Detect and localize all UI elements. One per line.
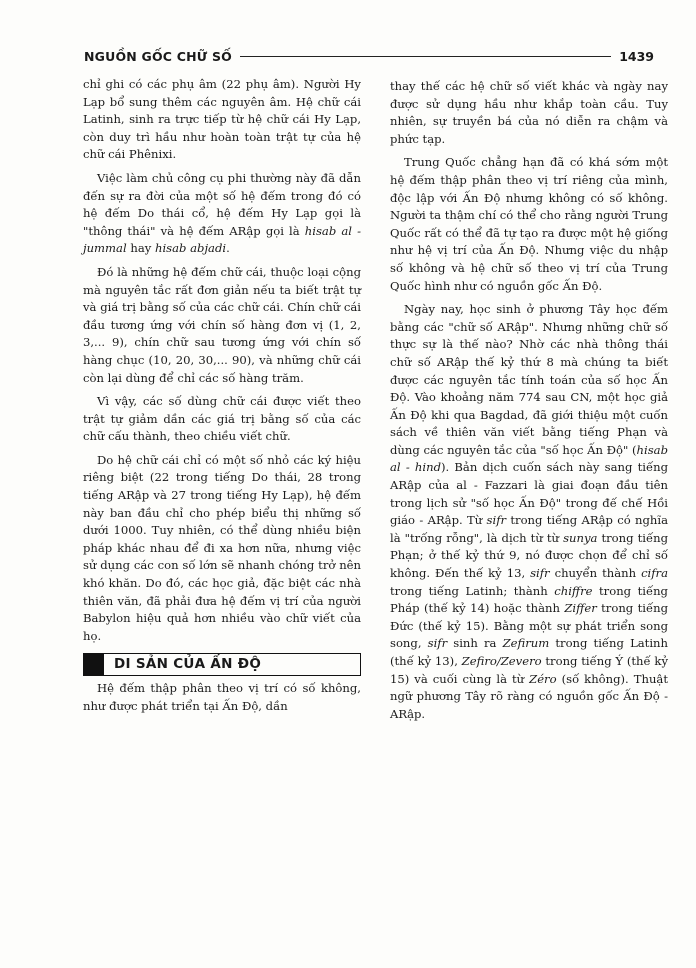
italic-term: sifr — [486, 513, 507, 528]
paragraph: Vì vậy, các số dùng chữ cái được viết theo trật tự giảm dần các giá trị bằng số của các chữ cấu thành, theo chiều viết chữ. — [83, 394, 361, 444]
italic-term: cifra — [641, 566, 669, 581]
text-run: Việc làm chủ công cụ phi thường này đã dẫn đến sự ra đời của một số hệ đếm trong đó có hệ đếm Do thái cổ, hệ đếm Hy Lạp gọi là "thông thái" và hệ đếm ARập gọi là — [83, 170, 361, 238]
italic-term: sifr — [530, 566, 550, 581]
text-run: sinh ra — [447, 636, 503, 651]
section-title-box — [104, 653, 361, 676]
running-header — [84, 45, 654, 67]
header-rule — [240, 56, 611, 57]
paragraph: chỉ ghi có các phụ âm (22 phụ âm). Người Hy Lạp bổ sung thêm các nguyên âm. Hệ chữ cái Latinh, sinh ra trực tiếp từ hệ chữ cái Hy Lạp, còn duy trì hầu như hoàn toàn trật tự của hệ chữ cái Phênixi. — [83, 77, 361, 162]
italic-term: hisab abjadi — [154, 241, 227, 256]
paragraph: Hệ đếm thập phân theo vị trí có số không, như được phát triển tại Ấn Độ, dần — [83, 681, 361, 713]
paragraph: Đó là những hệ đếm chữ cái, thuộc loại cộng mà nguyên tắc rất đơn giản nếu ta biết trật tự và giá trị bằng số của các chữ cái. Chín chữ cái đầu tương ứng với chín số hàng đơn vị (1, 2, 3,... 9), chín chữ sau tương ứng với chín số hàng chục (10, 20, 30,... 90), và những chữ cái còn lại dùng để chỉ các số hàng trăm. — [83, 264, 361, 385]
text-run: trong tiếng Ý (thế kỷ 15) và cuối cùng là từ — [390, 654, 668, 686]
section-heading — [83, 653, 361, 676]
section-marker — [83, 653, 104, 676]
italic-term: hisab al - jummal — [83, 223, 361, 256]
paragraph — [390, 301, 668, 723]
text-run: trong tiếng Pháp (thế kỷ 14) hoặc thành — [390, 583, 668, 616]
text-run: trong tiếng Latinh; thành — [390, 583, 555, 598]
paragraph: Do hệ chữ cái chỉ có một số nhỏ các ký hiệu riêng biệt (22 trong tiếng Do thái, 28 trong tiếng ARập và 27 trong tiếng Hy Lạp), hệ đếm này ban đầu chỉ cho phép biểu thị những số dưới 1000. Tuy nhiên, có thể dùng nhiều biện pháp khác nhau để đi xa hơn nữa, nhưng việc sử dụng các con số lớn sẽ nhanh chóng trở nên khó khăn. Do đó, các học giả, đặc biệt các nhà thiên văn, đã phải đưa hệ đếm vị trí của người Babylon hiệu quả hơn nhiều vào chữ viết của họ. — [83, 452, 361, 643]
paragraph — [83, 170, 361, 258]
italic-term: hisab al - hind — [390, 442, 668, 475]
text-run: trong tiếng Latinh (thế kỷ 13), — [390, 636, 668, 668]
italic-term: Zéro — [529, 671, 557, 686]
italic-term: sifr — [427, 636, 448, 651]
text-run: chuyển thành — [549, 566, 642, 581]
italic-term: sunya — [563, 530, 598, 545]
italic-term: Zefirum — [502, 636, 550, 651]
right-column — [390, 78, 668, 723]
text-run: . — [226, 241, 230, 256]
text-run: (số không). Thuật ngữ phương Tây rõ ràng có nguồn gốc Ấn Độ - ARập. — [390, 671, 668, 721]
italic-term: Ziffer — [564, 601, 597, 616]
text-run: Ngày nay, học sinh ở phương Tây học đếm bằng các "chữ số ARập". Nhưng những chữ số thực sự là thế nào? Nhờ các nhà thông thái chữ số ARập thế kỷ thứ 8 mà chúng ta biết được các nguyên tắc tính toán của số học Ấn Độ. Vào khoảng năm 774 sau CN, một học giả Ấn Độ khi qua Bagdad, đã giới thiệu một cuốn sách về thiên văn viết bằng tiếng Phạn và dùng các nguyên tắc của "số học Ấn Độ" ( — [390, 302, 668, 457]
paragraph: Trung Quốc chẳng hạn đã có khá sớm một hệ đếm thập phân theo vị trí riêng của mình, độc lập với Ấn Độ nhưng không có số không. Người ta thậm chí có thể cho rằng người Trung Quốc rất có thể đã tự tạo ra được một hệ giống như hệ vị trí của Ấn Độ. Nhưng việc du nhập số không và hệ chữ số theo vị trí của Trung Quốc hình như có nguồn gốc Ấn Độ. — [390, 155, 668, 293]
text-run: trong tiếng ARập có nghĩa là "trống rỗng", là dịch từ từ — [390, 513, 668, 545]
text-run: hay — [126, 241, 155, 256]
chapter-title: NGUỒN GỐC CHỮ SỐ — [84, 48, 232, 64]
text-run: ). Bản dịch cuốn sách này sang tiếng ARập của al - Fazzari là giai đoạn đầu tiên trong lịch sử "số học Ấn Độ" trong đế chế Hồi giáo - ARập. Từ — [390, 460, 668, 528]
left-column — [83, 76, 361, 716]
text-run: trong tiếng Phạn; ở thế kỷ thứ 9, nó được chọn để chỉ số không. Đến thế kỷ 13, — [390, 530, 668, 581]
italic-term: chiffre — [554, 583, 593, 598]
text-run: trong tiếng Đức (thế kỷ 15). Bằng một sự phát triển song song, — [390, 601, 668, 651]
page-number: 1439 — [619, 48, 654, 64]
italic-term: Zefiro/Zevero — [461, 654, 542, 668]
section-title: DI SẢN CỦA ẤN ĐỘ — [114, 656, 262, 673]
paragraph: thay thế các hệ chữ số viết khác và ngày nay được sử dụng hầu như khắp toàn cầu. Tuy nhiên, sự truyền bá của nó diễn ra chậm và phức tạp. — [390, 79, 668, 146]
